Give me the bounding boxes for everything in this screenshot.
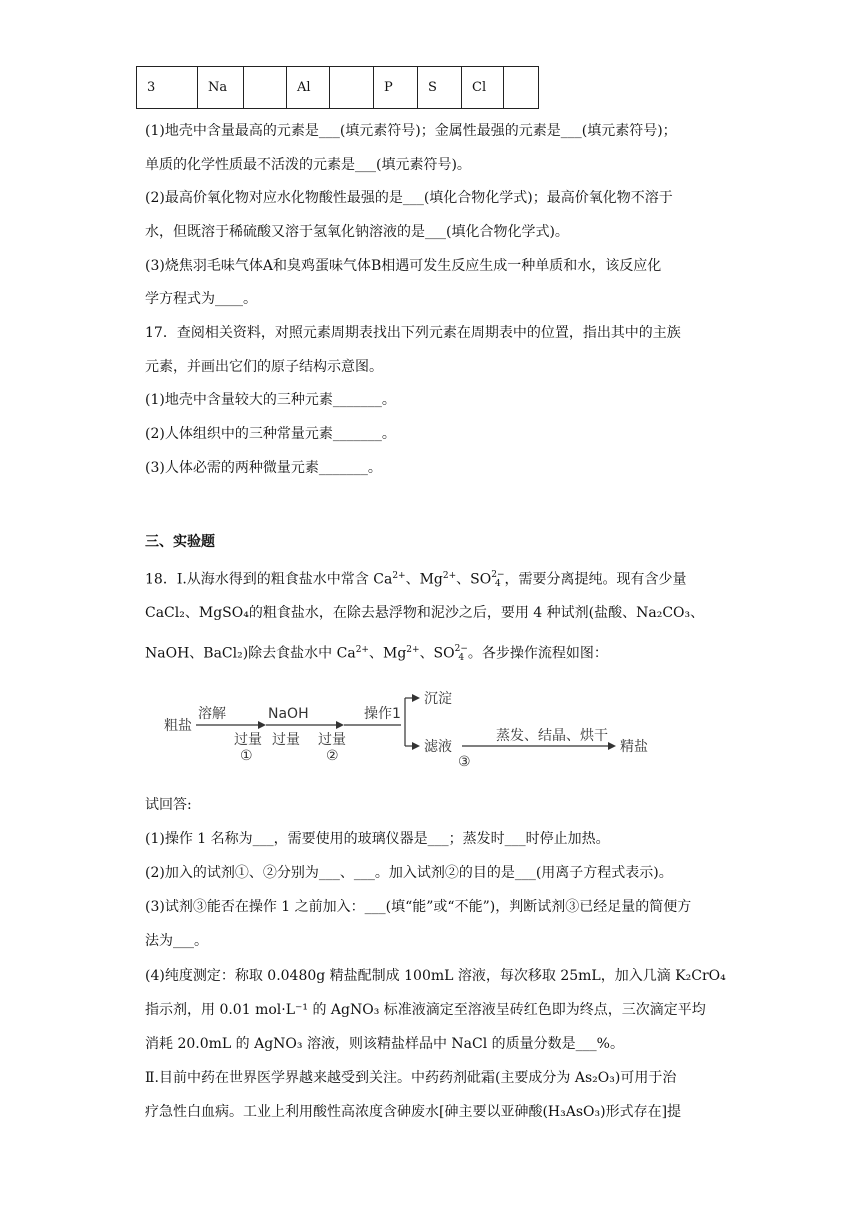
- flow-arrowhead: [258, 721, 266, 729]
- question-line: (3)烧焦羽毛味气体A和臭鸡蛋味气体B相遇可发生反应生成一种单质和水，该反应化: [145, 258, 662, 274]
- question-line: (1)地壳中含量较大的三种元素_______。: [145, 392, 396, 408]
- flow-step-3: ③: [458, 754, 471, 770]
- flow-arrowhead: [608, 742, 616, 750]
- answer-line: 疗急性白血病。工业上利用酸性高浓度含砷废水[砷主要以亚砷酸(H₃AsO₃)形式存在]提: [145, 1104, 682, 1120]
- answer-line: (4)纯度测定：称取 0.0480g 精盐配制成 100mL 溶液，每次移取 25mL，加入几滴 K₂CrO₄: [145, 968, 726, 984]
- answer-line: 法为___。: [145, 933, 208, 949]
- flow-step-1: ①: [240, 748, 253, 764]
- flow-excess: 过量: [318, 732, 346, 748]
- element-cell: S: [418, 67, 462, 109]
- question-line: (3)人体必需的两种微量元素_______。: [145, 460, 382, 476]
- answer-line: 消耗 20.0mL 的 AgNO₃ 溶液，则该精盐样品中 NaCl 的质量分数是___%。: [145, 1036, 624, 1052]
- flow-arrowhead: [336, 721, 344, 729]
- element-cell: Al: [287, 67, 330, 109]
- question-line: 水，但既溶于稀硫酸又溶于氢氧化钠溶液的是___(填化合物化学式)。: [145, 224, 569, 240]
- element-cell: [244, 67, 287, 109]
- periodic-table-row: [136, 66, 539, 109]
- question-line: 单质的化学性质最不活泼的元素是___(填元素符号)。: [145, 157, 471, 173]
- question-line: (2)最高价氧化物对应水化物酸性最强的是___(填化合物化学式)；最高价氧化物不溶于: [145, 190, 673, 206]
- answer-line: (3)试剂③能否在操作 1 之前加入：___(填“能”或“不能”)，判断试剂③已经足量的简便方: [145, 899, 692, 915]
- element-cell: [504, 67, 539, 109]
- element-cell: P: [374, 67, 418, 109]
- flow-naoh: NaOH: [268, 706, 309, 722]
- process-flow-diagram: [156, 690, 648, 770]
- answer-line: 试回答:: [145, 797, 192, 813]
- question-line: 17．查阅相关资料，对照元素周期表找出下列元素在周期表中的位置，指出其中的主族: [145, 325, 681, 341]
- table-row: [137, 67, 539, 109]
- question-line: 学方程式为____。: [145, 291, 257, 307]
- flow-arrowhead: [412, 742, 420, 750]
- flow-dissolve: 溶解: [198, 706, 226, 722]
- question-line: 元素，并画出它们的原子结构示意图。: [145, 359, 383, 375]
- flow-steps: 蒸发、结晶、烘干: [496, 728, 608, 744]
- q18-line-1: 18．Ⅰ.从海水得到的粗食盐水中常含 $Ca^{2+}$、$Mg^{2+}$、SO 2− 4 ，需要分离提纯。现有含少量: [145, 569, 687, 589]
- answer-line: (2)加入的试剂①、②分别为___、___。加入试剂②的目的是___(用离子方程式表示)。: [145, 865, 673, 881]
- answer-line: Ⅱ.目前中药在世界医学界越来越受到关注。中药药剂砒霜(主要成分为 As₂O₃)可用于治: [145, 1070, 677, 1086]
- element-cell: [330, 67, 374, 109]
- element-cell: Cl: [462, 67, 504, 109]
- flow-product: 精盐: [620, 739, 648, 755]
- element-cell: Na: [198, 67, 244, 109]
- flow-arrowhead: [412, 694, 420, 702]
- flow-operation-1: 操作1: [364, 706, 401, 722]
- question-line: (2)人体组织中的三种常量元素_______。: [145, 426, 396, 442]
- flow-start: 粗盐: [164, 718, 192, 734]
- answer-line: (1)操作 1 名称为___，需要使用的玻璃仪器是___；蒸发时___时停止加热。: [145, 831, 610, 847]
- flow-excess: 过量: [234, 732, 262, 748]
- flow-excess-naoh: 过量: [272, 732, 300, 748]
- question-line: (1)地壳中含量最高的元素是___(填元素符号)；金属性最强的元素是___(填元素符号)；: [145, 123, 677, 139]
- flow-precipitate: 沉淀: [424, 691, 452, 707]
- q18-line-2: CaCl₂、MgSO₄的粗食盐水，在除去悬浮物和泥沙之后，要用 4 种试剂(盐酸、Na₂CO₃、: [145, 605, 705, 621]
- answer-line: 指示剂，用 0.01 mol·L⁻¹ 的 AgNO₃ 标准液滴定至溶液呈砖红色即为终点，三次滴定平均: [145, 1002, 706, 1018]
- flow-filtrate: 滤液: [424, 739, 452, 755]
- q18-line-3: NaOH、BaCl₂)除去食盐水中 $Ca^{2+}$、$Mg^{2+}$、SO 2− 4 。各步操作流程如图：: [145, 643, 608, 663]
- period-cell: 3: [137, 67, 198, 109]
- flow-step-2: ②: [326, 748, 339, 764]
- section-title: 三、实验题: [145, 534, 215, 550]
